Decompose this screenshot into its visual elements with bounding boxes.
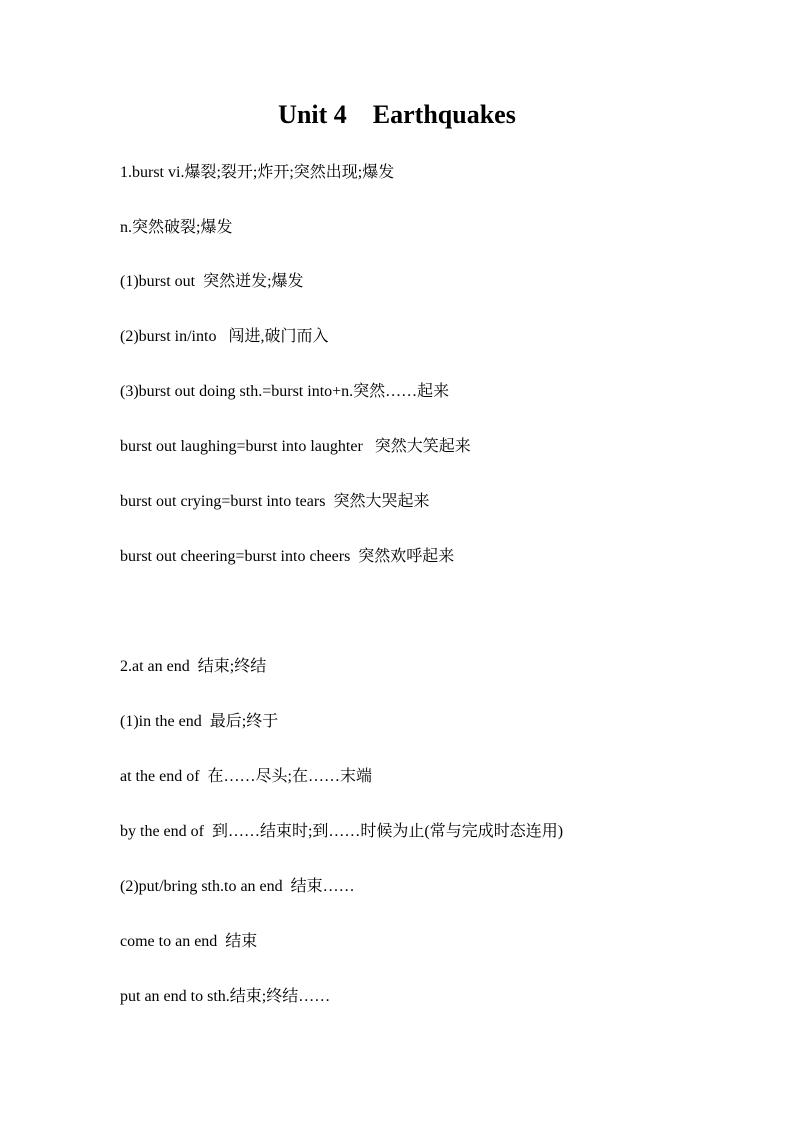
page-title: Unit 4 Earthquakes — [278, 100, 516, 129]
entry-in-the-end: (1)in the end 最后;终于 — [120, 713, 279, 730]
entry-put-bring-to-an-end: (2)put/bring sth.to an end 结束…… — [120, 878, 355, 895]
entry-burst-out-doing: (3)burst out doing sth.=burst into+n.突然……起来 — [120, 383, 450, 400]
entry-burst-out: (1)burst out 突然迸发;爆发 — [120, 273, 304, 290]
entry-come-to-an-end: come to an end 结束 — [120, 933, 258, 950]
entry-put-an-end-to: put an end to sth.结束;终结…… — [120, 988, 331, 1005]
entry-burst-out-crying: burst out crying=burst into tears 突然大哭起来 — [120, 493, 430, 510]
entry-burst-out-laughing: burst out laughing=burst into laughter 突然大笑起来 — [120, 438, 471, 455]
entry-at-the-end-of: at the end of 在……尽头;在……末端 — [120, 768, 372, 785]
entry-at-an-end: 2.at an end 结束;终结 — [120, 658, 267, 675]
entry-burst-noun: n.突然破裂;爆发 — [120, 219, 233, 236]
entry-by-the-end-of: by the end of 到……结束时;到……时候为止(常与完成时态连用) — [120, 823, 564, 840]
entry-burst-definition: 1.burst vi.爆裂;裂开;炸开;突然出现;爆发 — [120, 164, 395, 181]
entry-burst-in-into: (2)burst in/into 闯进,破门而入 — [120, 328, 329, 345]
entry-burst-out-cheering: burst out cheering=burst into cheers 突然欢呼起来 — [120, 548, 455, 565]
